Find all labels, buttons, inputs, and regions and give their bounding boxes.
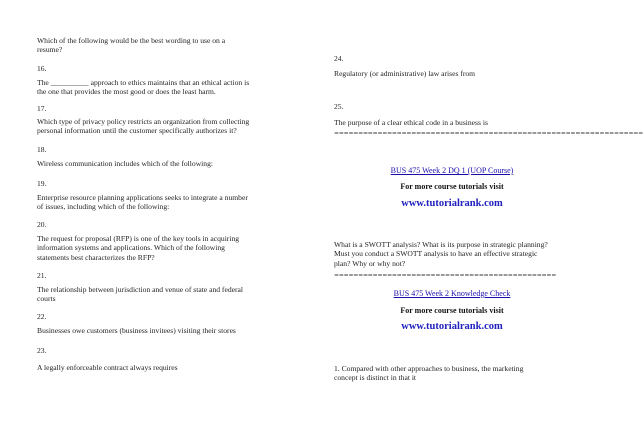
separator-line: ================================================================ [334, 130, 643, 137]
q18-text: Wireless communication includes which of the following: [37, 159, 213, 168]
q19-text: Enterprise resource planning applications seeks to integrate a number of issues, including which of the following: [37, 193, 248, 212]
q15-text: Which of the following would be the best wording to use on a resume? [37, 36, 226, 55]
more-tutorials-heading: For more course tutorials visit [400, 182, 504, 191]
more-tutorials-heading: For more course tutorials visit [400, 306, 504, 315]
q23-number: 23. [37, 346, 47, 355]
q25-text: The purpose of a clear ethical code in a business is [334, 118, 488, 127]
q17-text: Which type of privacy policy restricts an organization from collecting personal information until the customer specifically authorizes it? [37, 117, 250, 136]
dq1-course-link[interactable]: BUS 475 Week 2 DQ 1 (UOP Course) [390, 166, 514, 175]
q18-number: 18. [37, 145, 47, 154]
q21-text: The relationship between jurisdiction and venue of state and federal courts [37, 285, 244, 304]
q19-number: 19. [37, 179, 47, 188]
q22-number: 22. [37, 312, 47, 321]
knowledge-check-question-1: 1. Compared with other approaches to business, the marketing concept is distinct in that it [334, 364, 524, 383]
swot-question-text: What is a SWOTT analysis? What is its purpose in strategic planning? Must you conduct a SWOTT analysis to have an effective strategic plan? Why or why not? [334, 240, 548, 268]
site-url-link[interactable]: www.tutorialrank.com [401, 198, 503, 209]
q23-text: A legally enforceable contract always requires [37, 363, 178, 372]
q21-number: 21. [37, 271, 47, 280]
separator-line: ============================================== [334, 272, 557, 279]
q17-number: 17. [37, 104, 47, 113]
site-url-link[interactable]: www.tutorialrank.com [401, 321, 503, 332]
q20-text: The request for proposal (RFP) is one of the key tools in acquiring information systems and applications. Which of the following statements best characterizes the RFP? [37, 234, 240, 262]
q24-text: Regulatory (or administrative) law arises from [334, 69, 476, 78]
q16-number: 16. [37, 64, 47, 73]
q25-number: 25. [334, 102, 344, 111]
q16-text: The __________ approach to ethics maintains that an ethical action is the one that provides the most good or does the least harm. [37, 78, 250, 97]
q22-text: Businesses owe customers (business invitees) visiting their stores [37, 326, 236, 335]
q24-number: 24. [334, 54, 344, 63]
q20-number: 20. [37, 220, 47, 229]
knowledge-check-link[interactable]: BUS 475 Week 2 Knowledge Check [393, 289, 511, 298]
